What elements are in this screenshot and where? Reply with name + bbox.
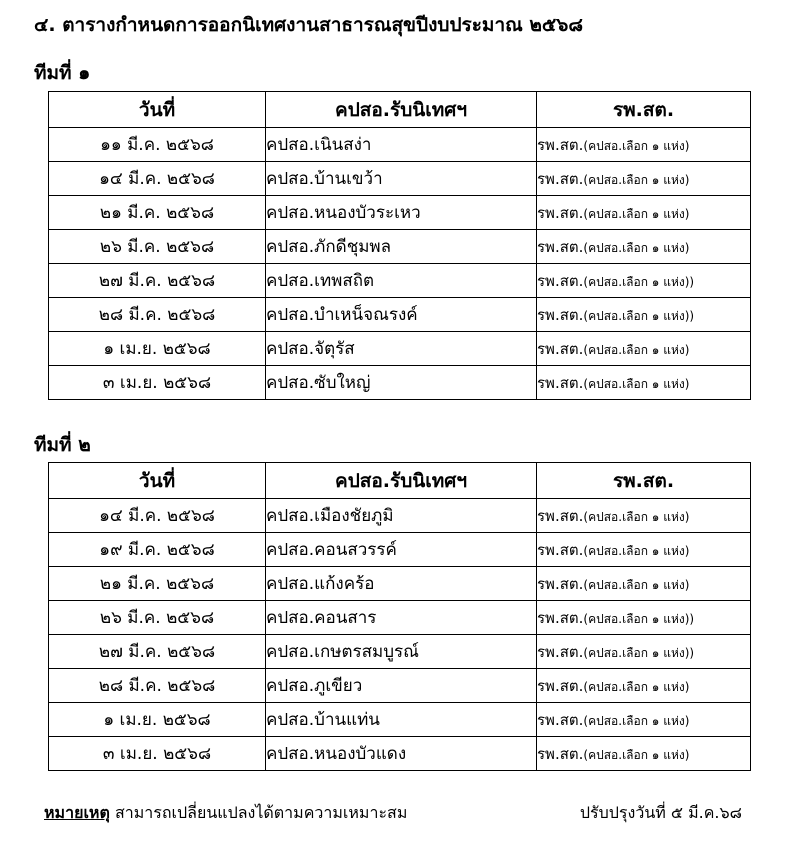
hospital-label: รพ.สต.: [537, 744, 584, 763]
hospital-label: รพ.สต.: [537, 676, 584, 695]
table-row: [49, 703, 751, 737]
hospital-cell: [537, 499, 751, 533]
table-row: [49, 196, 751, 230]
footer: [44, 801, 756, 826]
date-cell: ๑๔ มี.ค. ๒๕๖๘: [49, 162, 266, 196]
table-row: [49, 601, 751, 635]
table-row: [49, 332, 751, 366]
column-header-date: วันที่: [49, 92, 266, 128]
hospital-cell: [537, 298, 751, 332]
hospital-cell: [537, 737, 751, 771]
hospital-label: รพ.สต.: [537, 506, 584, 525]
date-cell: ๓ เม.ย. ๒๕๖๘: [49, 366, 266, 400]
hospital-label: รพ.สต.: [537, 339, 584, 358]
table-row: [49, 567, 751, 601]
hospital-note: (คปสอ.เลือก ๑ แห่ง): [583, 172, 690, 187]
hospital-note: (คปสอ.เลือก ๑ แห่ง)): [583, 308, 695, 323]
hospital-label: รพ.สต.: [537, 642, 584, 661]
table-row: [49, 669, 751, 703]
updated-date: ปรับปรุงวันที่ ๕ มี.ค.๖๘: [579, 803, 742, 822]
hospital-cell: [537, 230, 751, 264]
column-header-hospital: รพ.สต.: [537, 463, 751, 499]
column-header-hospital: รพ.สต.: [537, 92, 751, 128]
hospital-note: (คปสอ.เลือก ๑ แห่ง): [583, 679, 690, 694]
note-label: หมายเหตุ: [44, 803, 110, 822]
table-row: [49, 366, 751, 400]
table-row: [49, 499, 751, 533]
table-row: [49, 230, 751, 264]
hospital-note: (คปสอ.เลือก ๑ แห่ง)): [583, 645, 695, 660]
unit-cell: คปสอ.เทพสถิต: [266, 264, 537, 298]
hospital-note: (คปสอ.เลือก ๑ แห่ง): [583, 376, 690, 391]
table-row: [49, 737, 751, 771]
hospital-cell: [537, 567, 751, 601]
date-cell: ๒๗ มี.ค. ๒๕๖๘: [49, 264, 266, 298]
table-row: [49, 533, 751, 567]
hospital-note: (คปสอ.เลือก ๑ แห่ง): [583, 240, 690, 255]
date-cell: ๑ เม.ย. ๒๕๖๘: [49, 332, 266, 366]
table-row: [49, 264, 751, 298]
unit-cell: คปสอ.หนองบัวแดง: [266, 737, 537, 771]
hospital-label: รพ.สต.: [537, 203, 584, 222]
date-cell: ๑๑ มี.ค. ๒๕๖๘: [49, 128, 266, 162]
hospital-note: (คปสอ.เลือก ๑ แห่ง)): [583, 274, 695, 289]
hospital-note: (คปสอ.เลือก ๑ แห่ง): [583, 138, 690, 153]
hospital-cell: [537, 703, 751, 737]
hospital-note: (คปสอ.เลือก ๑ แห่ง): [583, 713, 690, 728]
unit-cell: คปสอ.เนินสง่า: [266, 128, 537, 162]
unit-cell: คปสอ.คอนสาร: [266, 601, 537, 635]
unit-cell: คปสอ.บำเหน็จณรงค์: [266, 298, 537, 332]
table-row: [49, 128, 751, 162]
column-header-unit: คปสอ.รับนิเทศฯ: [266, 463, 537, 499]
document-heading: ๔. ตารางกำหนดการออกนิเทศงานสาธารณสุขปีงบประมาณ ๒๕๖๘: [34, 14, 583, 36]
team-1-schedule-table: [48, 91, 751, 400]
unit-cell: คปสอ.ภักดีชุมพล: [266, 230, 537, 264]
hospital-label: รพ.สต.: [537, 540, 584, 559]
hospital-note: (คปสอ.เลือก ๑ แห่ง): [583, 206, 690, 221]
unit-cell: คปสอ.ซับใหญ่: [266, 366, 537, 400]
date-cell: ๒๖ มี.ค. ๒๕๖๘: [49, 601, 266, 635]
team-2-schedule-table: [48, 462, 751, 771]
date-cell: ๓ เม.ย. ๒๕๖๘: [49, 737, 266, 771]
team-1-label: ทีมที่ ๑: [34, 62, 91, 84]
hospital-label: รพ.สต.: [537, 373, 584, 392]
table-row: [49, 162, 751, 196]
unit-cell: คปสอ.บ้านแท่น: [266, 703, 537, 737]
note-text: สามารถเปลี่ยนแปลงได้ตามความเหมาะสม: [109, 803, 408, 822]
table-row: [49, 635, 751, 669]
hospital-cell: [537, 669, 751, 703]
date-cell: ๒๘ มี.ค. ๒๕๖๘: [49, 298, 266, 332]
hospital-label: รพ.สต.: [537, 574, 584, 593]
unit-cell: คปสอ.บ้านเขว้า: [266, 162, 537, 196]
hospital-note: (คปสอ.เลือก ๑ แห่ง): [583, 543, 690, 558]
team-1-rows: [49, 128, 751, 400]
hospital-cell: [537, 533, 751, 567]
date-cell: ๑๙ มี.ค. ๒๕๖๘: [49, 533, 266, 567]
hospital-note: (คปสอ.เลือก ๑ แห่ง): [583, 342, 690, 357]
date-cell: ๒๗ มี.ค. ๒๕๖๘: [49, 635, 266, 669]
date-cell: ๑ เม.ย. ๒๕๖๘: [49, 703, 266, 737]
team-2-label: ทีมที่ ๒: [34, 434, 91, 456]
hospital-label: รพ.สต.: [537, 271, 584, 290]
date-cell: ๒๘ มี.ค. ๒๕๖๘: [49, 669, 266, 703]
unit-cell: คปสอ.จัตุรัส: [266, 332, 537, 366]
hospital-label: รพ.สต.: [537, 608, 584, 627]
table-header-row: [49, 92, 751, 128]
hospital-note: (คปสอ.เลือก ๑ แห่ง): [583, 577, 690, 592]
unit-cell: คปสอ.แก้งคร้อ: [266, 567, 537, 601]
hospital-cell: [537, 366, 751, 400]
hospital-cell: [537, 601, 751, 635]
hospital-label: รพ.สต.: [537, 305, 584, 324]
hospital-note: (คปสอ.เลือก ๑ แห่ง): [583, 747, 690, 762]
column-header-date: วันที่: [49, 463, 266, 499]
hospital-cell: [537, 264, 751, 298]
date-cell: ๒๖ มี.ค. ๒๕๖๘: [49, 230, 266, 264]
unit-cell: คปสอ.หนองบัวระเหว: [266, 196, 537, 230]
hospital-label: รพ.สต.: [537, 135, 584, 154]
hospital-cell: [537, 162, 751, 196]
hospital-note: (คปสอ.เลือก ๑ แห่ง): [583, 509, 690, 524]
hospital-label: รพ.สต.: [537, 237, 584, 256]
hospital-cell: [537, 196, 751, 230]
unit-cell: คปสอ.เกษตรสมบูรณ์: [266, 635, 537, 669]
unit-cell: คปสอ.คอนสวรรค์: [266, 533, 537, 567]
team-2-rows: [49, 499, 751, 771]
hospital-cell: [537, 128, 751, 162]
hospital-cell: [537, 332, 751, 366]
table-header-row: [49, 463, 751, 499]
hospital-label: รพ.สต.: [537, 710, 584, 729]
hospital-label: รพ.สต.: [537, 169, 584, 188]
hospital-cell: [537, 635, 751, 669]
hospital-note: (คปสอ.เลือก ๑ แห่ง)): [583, 611, 695, 626]
unit-cell: คปสอ.เมืองชัยภูมิ: [266, 499, 537, 533]
table-row: [49, 298, 751, 332]
date-cell: ๒๑ มี.ค. ๒๕๖๘: [49, 196, 266, 230]
column-header-unit: คปสอ.รับนิเทศฯ: [266, 92, 537, 128]
date-cell: ๑๔ มี.ค. ๒๕๖๘: [49, 499, 266, 533]
unit-cell: คปสอ.ภูเขียว: [266, 669, 537, 703]
date-cell: ๒๑ มี.ค. ๒๕๖๘: [49, 567, 266, 601]
